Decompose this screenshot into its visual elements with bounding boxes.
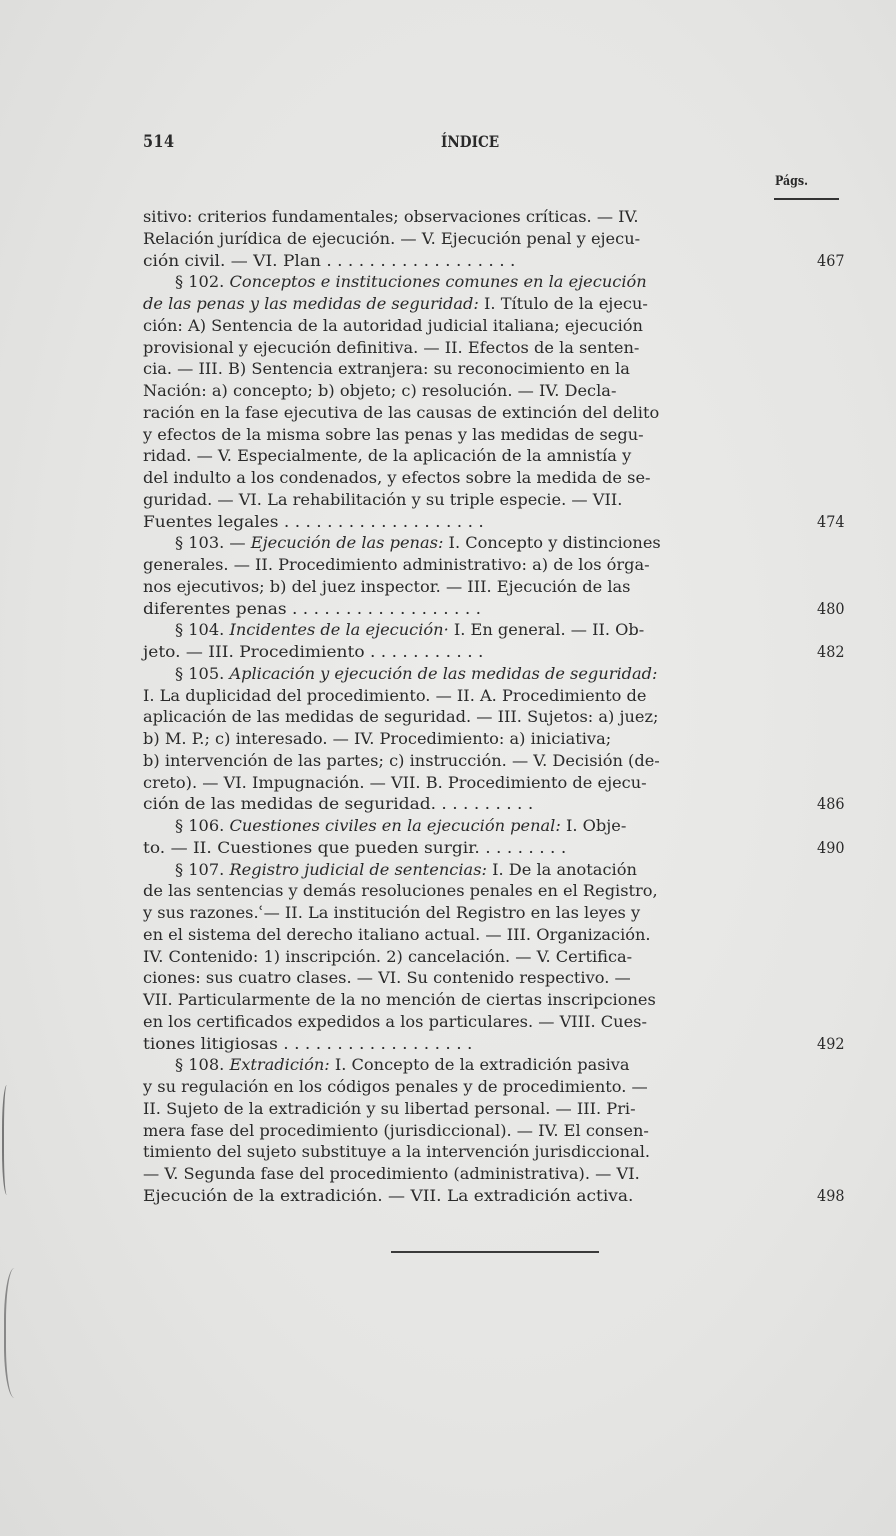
page-reference: 490 [817,837,845,857]
toc-line-text [175,1054,630,1076]
line-text: I. Título de la ejecu- [478,294,648,313]
toc-entry-line-with-page [143,837,849,859]
page-reference: 482 [817,642,845,661]
toc-line [143,1054,849,1076]
toc-line-text [175,859,637,881]
line-text: sitivo: criterios fundamentales; observaciones críticas. — IV. [143,207,639,226]
toc-line-text [143,793,533,815]
toc-line-text [143,902,640,924]
toc-entry-line-with-page [143,1185,849,1207]
toc-line-text [143,576,630,598]
toc-entry-line-with-page [143,641,849,663]
line-text: ridad. — V. Especialmente, de la aplicación de la amnistía y [143,446,632,466]
toc-line [143,1120,849,1142]
section-title: Extradición: [229,1055,330,1075]
page-reference: 480 [817,598,845,618]
toc-line-text [143,380,616,402]
section-number: § 108. [175,1055,225,1075]
toc-line-text [175,271,647,293]
line-text: ción: A) Sentencia de la autoridad judicial italiana; ejecución [143,315,643,335]
line-text: ración en la fase ejecutiva de las causas de extinción del delito [143,402,660,422]
table-of-contents [143,206,849,1207]
toc-line-text [143,880,658,902]
toc-line [143,1141,849,1163]
section-number: § 104. [175,620,225,640]
section-title: Ejecución de las penas: [250,533,444,553]
toc-line [143,293,849,315]
toc-line-text [143,315,643,337]
running-head: ÍNDICE [441,132,500,151]
line-text: Nación: a) concepto; b) objeto; c) resolución. — IV. Decla- [143,381,617,400]
page-reference: 467 [817,250,845,270]
toc-line-text [143,228,640,250]
toc-entry-line-with-page [143,793,849,815]
toc-line [143,337,849,359]
toc-line [143,206,849,228]
toc-line [143,1098,849,1120]
end-rule [391,1251,599,1253]
line-text: generales. — II. Procedimiento administrativo: a) de los órga- [143,555,650,574]
line-text: diferentes penas . . . . . . . . . . . . . . . . . . [143,598,482,618]
section-title: Conceptos e instituciones comunes en la ejecución [229,272,647,292]
line-text: ciones: sus cuatro clases. — VI. Su contenido respectivo. — [143,968,631,988]
line-text: ción de las medidas de seguridad. . . . . . . . . . [143,794,534,814]
torn-edge-mark [4,1268,30,1398]
section-title: Registro judicial de sentencias: [229,859,487,879]
section-number: § 103. — [175,533,246,553]
toc-line [143,946,849,968]
line-text: II. Sujeto de la extradición y su libertad personal. — III. Pri- [143,1098,636,1118]
line-text: IV. Contenido: 1) inscripción. 2) cancelación. — V. Certifica- [143,946,633,966]
line-text: guridad. — VI. La rehabilitación y su triple especie. — VII. [143,489,623,509]
toc-line [143,1011,849,1033]
toc-line [143,271,849,293]
toc-line [143,424,849,446]
line-text: I. Concepto de la extradición pasiva [329,1055,630,1075]
toc-line [143,924,849,946]
line-text: y su regulación en los códigos penales y de procedimiento. — [143,1077,648,1096]
toc-line-text [143,641,483,663]
line-text: — V. Segunda fase del procedimiento (administrativa). — VI. [143,1164,640,1183]
toc-line-text [143,946,632,968]
line-text: ción civil. — VI. Plan . . . . . . . . . . . . . . . . . . [143,250,516,270]
toc-line-text [143,1098,636,1120]
section-title: Cuestiones civiles en la ejecución penal: [229,816,561,835]
toc-line [143,989,849,1011]
toc-line-text [143,358,630,380]
toc-line-text [143,467,651,489]
toc-line-text [143,489,622,511]
toc-line [143,402,849,424]
toc-line [143,728,849,750]
toc-line-text [143,554,650,576]
toc-line [143,554,849,576]
line-text: del indulto a los condenados, y efectos sobre la medida de se- [143,468,651,487]
line-text: nos ejecutivos; b) del juez inspector. — III. Ejecución de las [143,576,631,596]
page-reference: 492 [817,1033,845,1053]
line-text: y efectos de la misma sobre las penas y las medidas de segu- [143,424,644,444]
line-text: I. Concepto y distinciones [443,533,661,553]
toc-line-text [143,685,646,707]
toc-line [143,228,849,250]
toc-entry-line-with-page [143,511,849,533]
line-text: en el sistema del derecho italiano actual. — III. Organización. [143,924,651,944]
toc-line [143,1163,849,1185]
line-text: jeto. — III. Procedimiento . . . . . . . . . . . [143,642,484,661]
toc-line-text [143,1163,640,1185]
toc-line [143,489,849,511]
toc-line [143,880,849,902]
line-text: Fuentes legales . . . . . . . . . . . . . . . . . . . [143,511,484,531]
toc-line [143,750,849,772]
toc-line-text [143,250,515,272]
toc-line-text [143,728,611,750]
toc-line-text [143,293,648,315]
section-title: Aplicación y ejecución de las medidas de seguridad: [229,663,658,683]
line-text: Relación jurídica de ejecución. — V. Ejecución penal y ejecu- [143,228,641,248]
section-number: § 105. [175,663,225,683]
toc-line-text [143,424,644,446]
pages-column-rule [774,198,839,200]
toc-line [143,772,849,794]
toc-line-text [143,598,481,620]
line-text: provisional y ejecución definitiva. — II. Efectos de la senten- [143,337,640,357]
page-reference: 498 [817,1185,845,1205]
section-number: § 107. [175,859,225,879]
line-text: mera fase del procedimiento (jurisdiccional). — IV. El consen- [143,1120,649,1140]
toc-line-text [143,445,631,467]
line-text: b) M. P.; c) interesado. — IV. Procedimiento: a) iniciativa; [143,729,612,748]
toc-line [143,1076,849,1098]
toc-line [143,706,849,728]
toc-line-text [175,663,657,685]
toc-line-text [143,989,656,1011]
line-text: Ejecución de la extradición. — VII. La extradición activa. [143,1185,634,1205]
toc-line-text [143,206,639,228]
line-text: I. De la anotación [486,859,637,879]
toc-line-text [143,1185,633,1207]
toc-line [143,576,849,598]
pages-column-label: Págs. [775,174,808,189]
page-reference: 486 [817,794,845,814]
toc-line-text [143,1011,647,1033]
section-title: de las penas y las medidas de seguridad: [143,294,479,313]
toc-line [143,685,849,707]
toc-line-text [143,402,659,424]
page-number: 514 [143,132,175,152]
line-text: I. Obje- [560,816,627,835]
line-text: aplicación de las medidas de seguridad. — III. Sujetos: a) juez; [143,707,659,727]
toc-line [143,315,849,337]
toc-line-text [143,1120,649,1142]
line-text: timiento del sujeto substituye a la intervención jurisdiccional. [143,1142,651,1162]
toc-line-text [143,1033,472,1055]
toc-line [143,380,849,402]
toc-line-text [143,924,651,946]
toc-line-text [143,772,647,794]
toc-line-text [143,706,659,728]
line-text: en los certificados expedidos a los particulares. — VIII. Cues- [143,1011,647,1031]
toc-line-text [143,967,631,989]
toc-line [143,902,849,924]
line-text: tiones litigiosas . . . . . . . . . . . . . . . . . . [143,1033,473,1053]
toc-line-text [143,337,639,359]
page-reference: 474 [817,511,845,531]
toc-line-text [175,532,661,554]
toc-line [143,815,849,837]
line-text: I. La duplicidad del procedimiento. — II. A. Procedimiento de [143,685,647,705]
section-number: § 106. [175,816,225,835]
toc-line-text [175,815,626,837]
section-title: Incidentes de la ejecución· [229,620,449,640]
toc-line [143,358,849,380]
toc-line [143,619,849,641]
toc-line [143,967,849,989]
toc-line-text [143,1076,648,1098]
toc-line-text [143,1141,650,1163]
page-edge-mark [2,1085,14,1195]
toc-line-text [143,750,660,772]
line-text: de las sentencias y demás resoluciones penales en el Registro, [143,881,658,901]
toc-line-text [143,511,484,533]
toc-line [143,445,849,467]
line-text: I. En general. — II. Ob- [448,620,645,640]
line-text: VII. Particularmente de la no mención de ciertas inscripciones [143,990,656,1009]
toc-line-text [143,837,566,859]
toc-line-text [175,619,644,641]
line-text: b) intervención de las partes; c) instrucción. — V. Decisión (de- [143,750,660,770]
toc-line [143,859,849,881]
toc-line [143,532,849,554]
line-text: creto). — VI. Impugnación. — VII. B. Procedimiento de ejecu- [143,772,647,792]
line-text: y sus razones.ʿ— II. La institución del Registro en las leyes y [143,903,641,922]
toc-line [143,663,849,685]
line-text: to. — II. Cuestiones que pueden surgir. . . . . . . . . [143,837,567,857]
toc-line [143,467,849,489]
section-number: § 102. [175,272,225,292]
toc-entry-line-with-page [143,598,849,620]
toc-entry-line-with-page [143,250,849,272]
line-text: cia. — III. B) Sentencia extranjera: su reconocimiento en la [143,359,630,379]
toc-entry-line-with-page [143,1033,849,1055]
